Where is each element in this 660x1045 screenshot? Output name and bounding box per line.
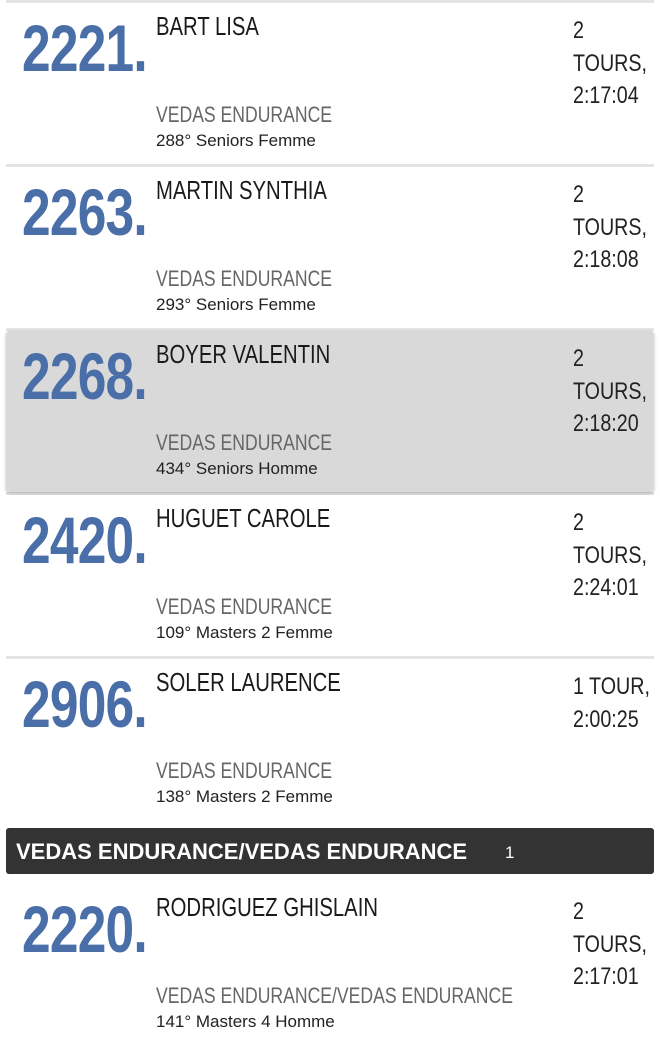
- result-line: 2:17:04: [573, 82, 639, 109]
- club-name: VEDAS ENDURANCE: [156, 594, 333, 619]
- result-line: 2: [573, 181, 584, 208]
- category-rank: 138° Masters 2 Femme: [156, 787, 333, 806]
- rank-number: 2420.: [22, 503, 147, 577]
- result-line: 2: [573, 345, 584, 372]
- athlete-name: BOYER VALENTIN: [156, 339, 331, 369]
- category-rank: 109° Masters 2 Femme: [156, 623, 333, 642]
- group-count-badge: 1: [505, 843, 515, 862]
- category-rank: 434° Seniors Homme: [156, 459, 318, 478]
- result-line: TOURS,: [573, 213, 647, 241]
- club-name: VEDAS ENDURANCE: [156, 266, 333, 291]
- result-row[interactable]: [6, 331, 654, 492]
- result-time: [573, 896, 647, 994]
- result-line: TOURS,: [573, 930, 647, 958]
- rank-number: 2906.: [22, 667, 147, 741]
- result-line: 2: [573, 17, 584, 44]
- result-line: 2:18:20: [573, 410, 639, 437]
- result-line: 2: [573, 509, 584, 536]
- result-time: [573, 343, 647, 441]
- result-row[interactable]: [6, 167, 654, 328]
- result-time: [573, 15, 647, 113]
- category-rank: 141° Masters 4 Homme: [156, 1012, 335, 1031]
- rank-number: 2221.: [22, 11, 147, 85]
- result-line: 2: [573, 898, 584, 925]
- group-title: VEDAS ENDURANCE/VEDAS ENDURANCE: [16, 839, 468, 864]
- category-rank: 293° Seniors Femme: [156, 295, 316, 314]
- rank-number: 2220.: [22, 892, 147, 966]
- result-line: 2:17:01: [573, 963, 639, 990]
- result-row[interactable]: [6, 495, 654, 656]
- result-row[interactable]: [6, 3, 654, 164]
- result-line: 2:24:01: [573, 574, 639, 601]
- club-name: VEDAS ENDURANCE: [156, 758, 333, 783]
- result-row[interactable]: [6, 659, 654, 820]
- category-rank: 288° Seniors Femme: [156, 131, 316, 150]
- club-name: VEDAS ENDURANCE/VEDAS ENDURANCE: [156, 983, 513, 1008]
- result-row[interactable]: [6, 884, 654, 1045]
- club-name: VEDAS ENDURANCE: [156, 102, 333, 127]
- result-time: [573, 179, 647, 277]
- club-name: VEDAS ENDURANCE: [156, 430, 333, 455]
- result-line: TOURS,: [573, 541, 647, 569]
- athlete-name: RODRIGUEZ GHISLAIN: [156, 892, 378, 922]
- athlete-name: HUGUET CAROLE: [156, 503, 331, 533]
- group-header[interactable]: [6, 828, 654, 874]
- athlete-name: BART LISA: [156, 11, 259, 41]
- result-line: TOURS,: [573, 49, 647, 77]
- result-time: [573, 507, 647, 605]
- result-line: 2:00:25: [573, 705, 639, 733]
- athlete-name: MARTIN SYNTHIA: [156, 175, 327, 205]
- result-time: [573, 671, 650, 736]
- rank-number: 2268.: [22, 339, 147, 413]
- result-line: 1 TOUR,: [573, 673, 650, 700]
- athlete-name: SOLER LAURENCE: [156, 667, 341, 697]
- result-line: TOURS,: [573, 377, 647, 405]
- rank-number: 2263.: [22, 175, 147, 249]
- result-line: 2:18:08: [573, 246, 639, 273]
